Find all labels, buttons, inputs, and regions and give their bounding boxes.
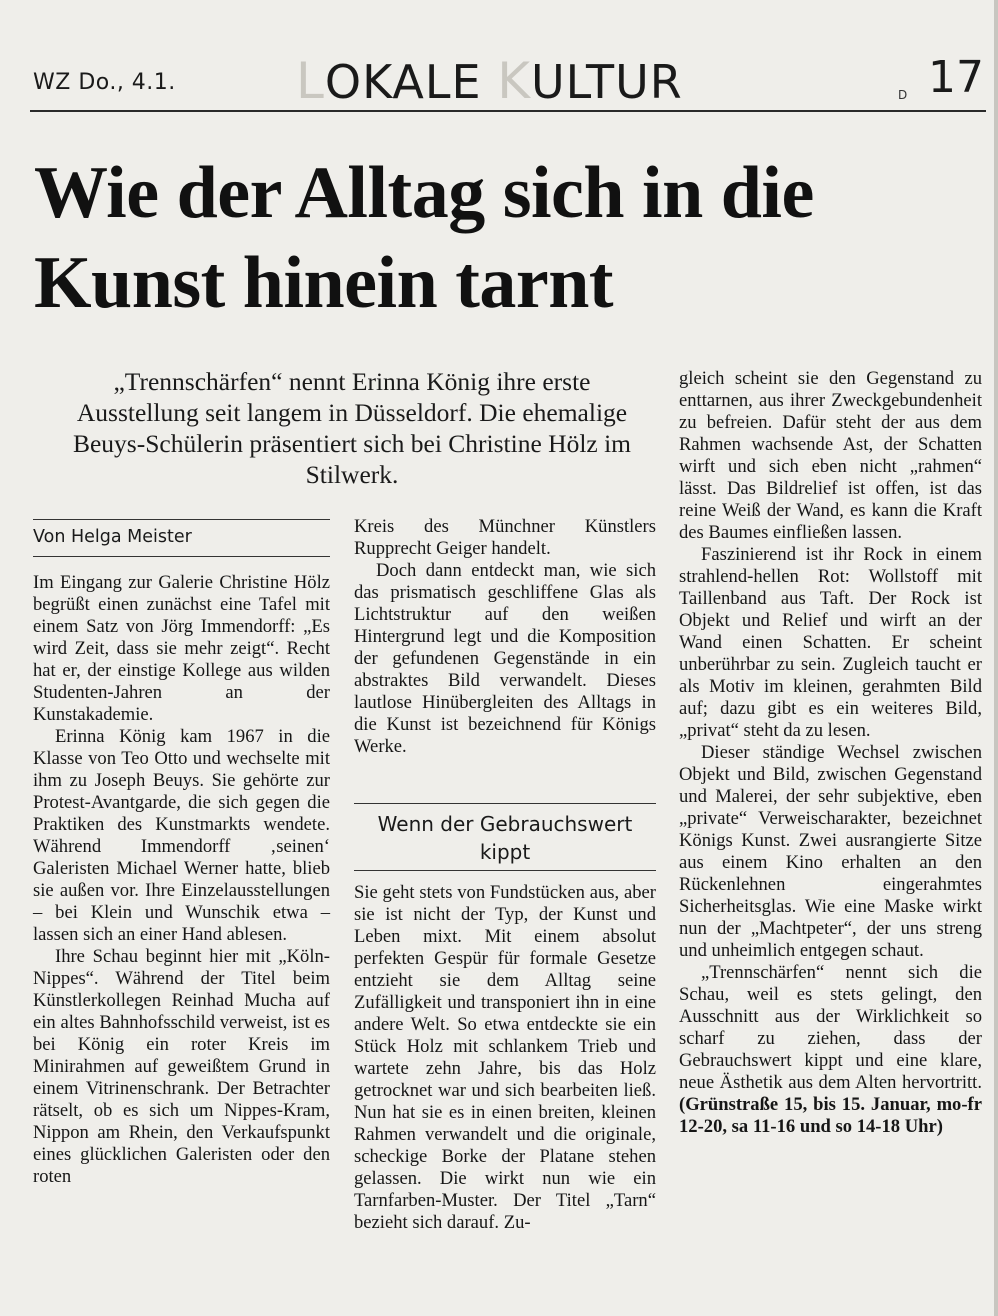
subhead-rule-top [354, 803, 656, 804]
paragraph-final [679, 962, 982, 1138]
subheading: Wenn der Gebrauchswert kippt [377, 812, 633, 864]
headline-line-1: Wie der Alltag sich in die [34, 152, 814, 234]
byline-rule-top [33, 519, 330, 520]
byline-rule-bottom [33, 556, 330, 557]
headline [34, 148, 984, 328]
byline: Von Helga Meister [33, 527, 192, 547]
column-2-continued [354, 882, 656, 1234]
edition-date: WZ Do., 4.1. [33, 70, 176, 95]
paragraph: gleich scheint sie den Gegenstand zu enttarnen, aus ihrer Zweckgebundenheit zu befreien. Dafür steht der aus dem Rahmen wachsende Ast, der Schatten wirft und sich eben nicht „rahmen“ lässt. Das Bildrelief ist offen, ist das reine Weiß der Wand, es kann die Kraft des Baumes einfließen lassen. [679, 368, 982, 543]
section-word-2: ULTUR [531, 55, 683, 109]
exhibition-info: (Grünstraße 15, bis 15. Januar, mo-fr 12-20, sa 11-16 und so 14-18 Uhr) [679, 1094, 982, 1137]
column-2 [354, 516, 656, 758]
paragraph: Sie geht stets von Fundstücken aus, aber sie ist nicht der Typ, der Kunst und Leben mixt. Mit einem absolut perfekten Gespür für formale Gesetze entzieht sie dem Alltag seine Zufälligkeit und transponiert ihn in eine andere Welt. So etwa entdeckte sie ein Stück Holz mit schlankem Trieb und wartete zehn Jahre, bis das Holz getrocknet war und sich bearbeiten ließ. Nun hat sie es in einen breiten, kleinen Rahmen verwandelt und die originale, scheckige Borke der Platane stehen gelassen. Die wirkt nun wie ein Tarnfarben-Muster. Der Titel „Tarn“ bezieht sich darauf. Zu- [354, 882, 656, 1233]
column-1 [33, 572, 330, 1188]
section-word-1: OKALE [324, 55, 498, 109]
paragraph: Erinna König kam 1967 in die Klasse von Teo Otto und wechselte mit ihm zu Joseph Beuys. Sie gehörte zur Protest-Avantgarde, die sich gegen die Praktiken des Kunstmarkts wendete. Während Immendorff ‚seinen‘ Galeristen Michael Werner hatte, blieb sie außen vor. Ihre Einzelausstellungen – bei Klein und Wunschik etwa – lassen sich an einer Hand ablesen. [33, 726, 330, 945]
header-rule [30, 110, 986, 112]
subhead-rule-bottom [354, 870, 656, 871]
section-title [296, 52, 683, 110]
paragraph-text: „Trennschärfen“ nennt sich die Schau, weil es stets gelingt, den Ausschnitt aus der Wirklichkeit so scharf zu ziehen, dass der Gebrauchswert kippt und eine klare, neue Ästhetik aus dem Alten hervortritt. [679, 962, 982, 1093]
edition-marker: D [898, 88, 908, 102]
section-initial-k: K [497, 52, 532, 110]
teaser: „Trennschärfen“ nennt Erinna König ihre erste Ausstellung seit langem in Düsseldorf. Die ehemalige Beuys-Schülerin präsentiert sich bei Christine Hölz im Stilwerk. [72, 367, 632, 489]
section-initial-l: L [296, 52, 325, 110]
paragraph: Ihre Schau beginnt hier mit „Köln-Nippes“. Während der Titel beim Künstlerkollegen Reinhad Mucha auf ein altes Bahnhofsschild verweist, ist es bei König ein roter Kreis im Minirahmen auf geweißtem Grund in einem Vitrinenschrank. Der Betrachter rätselt, ob es sich um Nippes-Kram, Nippon am Rhein, den Verkaufspunkt eines glücklichen Galeristen oder den roten [33, 946, 330, 1187]
column-3 [679, 368, 982, 1138]
headline-line-2: Kunst hinein tarnt [34, 242, 614, 324]
paragraph: Dieser ständige Wechsel zwischen Objekt und Bild, zwischen Gegenstand und Malerei, der sehr subjektive, eben „private“ Verweischarakter, bezeichnet Königs Kunst. Zwei ausrangierte Sitze aus einem Kino erhalten an den Rückenlehnen eingerahmtes Sicherheitsglas. Wie eine Maske wirkt nun der „Machtpeter“, der uns streng und unheimlich entgegen schaut. [679, 742, 982, 961]
paragraph: Im Eingang zur Galerie Christine Hölz begrüßt einen zunächst eine Tafel mit einem Satz von Jörg Immendorff: „Es wird Zeit, dass sie mehr zeigt“. Recht hat er, der einstige Kollege aus wilden Studenten-Jahren an der Kunstakademie. [33, 572, 330, 725]
page-edge [994, 0, 998, 1316]
page-number: 17 [928, 52, 984, 103]
paragraph: Faszinierend ist ihr Rock in einem strahlend-hellen Rot: Wollstoff mit Taillenband aus Taft. Der Rock ist Objekt und Relief und wirft an der Wand einen Schatten. Er scheint unberührbar zu sein. Zugleich taucht er als Motiv im kleinen, gerahmten Bild auf; dazu gibt es ein weiteres Bild, „privat“ steht da zu lesen. [679, 544, 982, 741]
paragraph: Kreis des Münchner Künstlers Rupprecht Geiger handelt. [354, 516, 656, 559]
paragraph: Doch dann entdeckt man, wie sich das prismatisch geschliffene Glas als Lichtstruktur auf den weißen Hintergrund legt und die Komposition der gefundenen Gegenstände in ein abstraktes Bild verwandelt. Dieses lautlose Hinübergleiten des Alltags in die Kunst ist bezeichnend für Königs Werke. [354, 560, 656, 757]
